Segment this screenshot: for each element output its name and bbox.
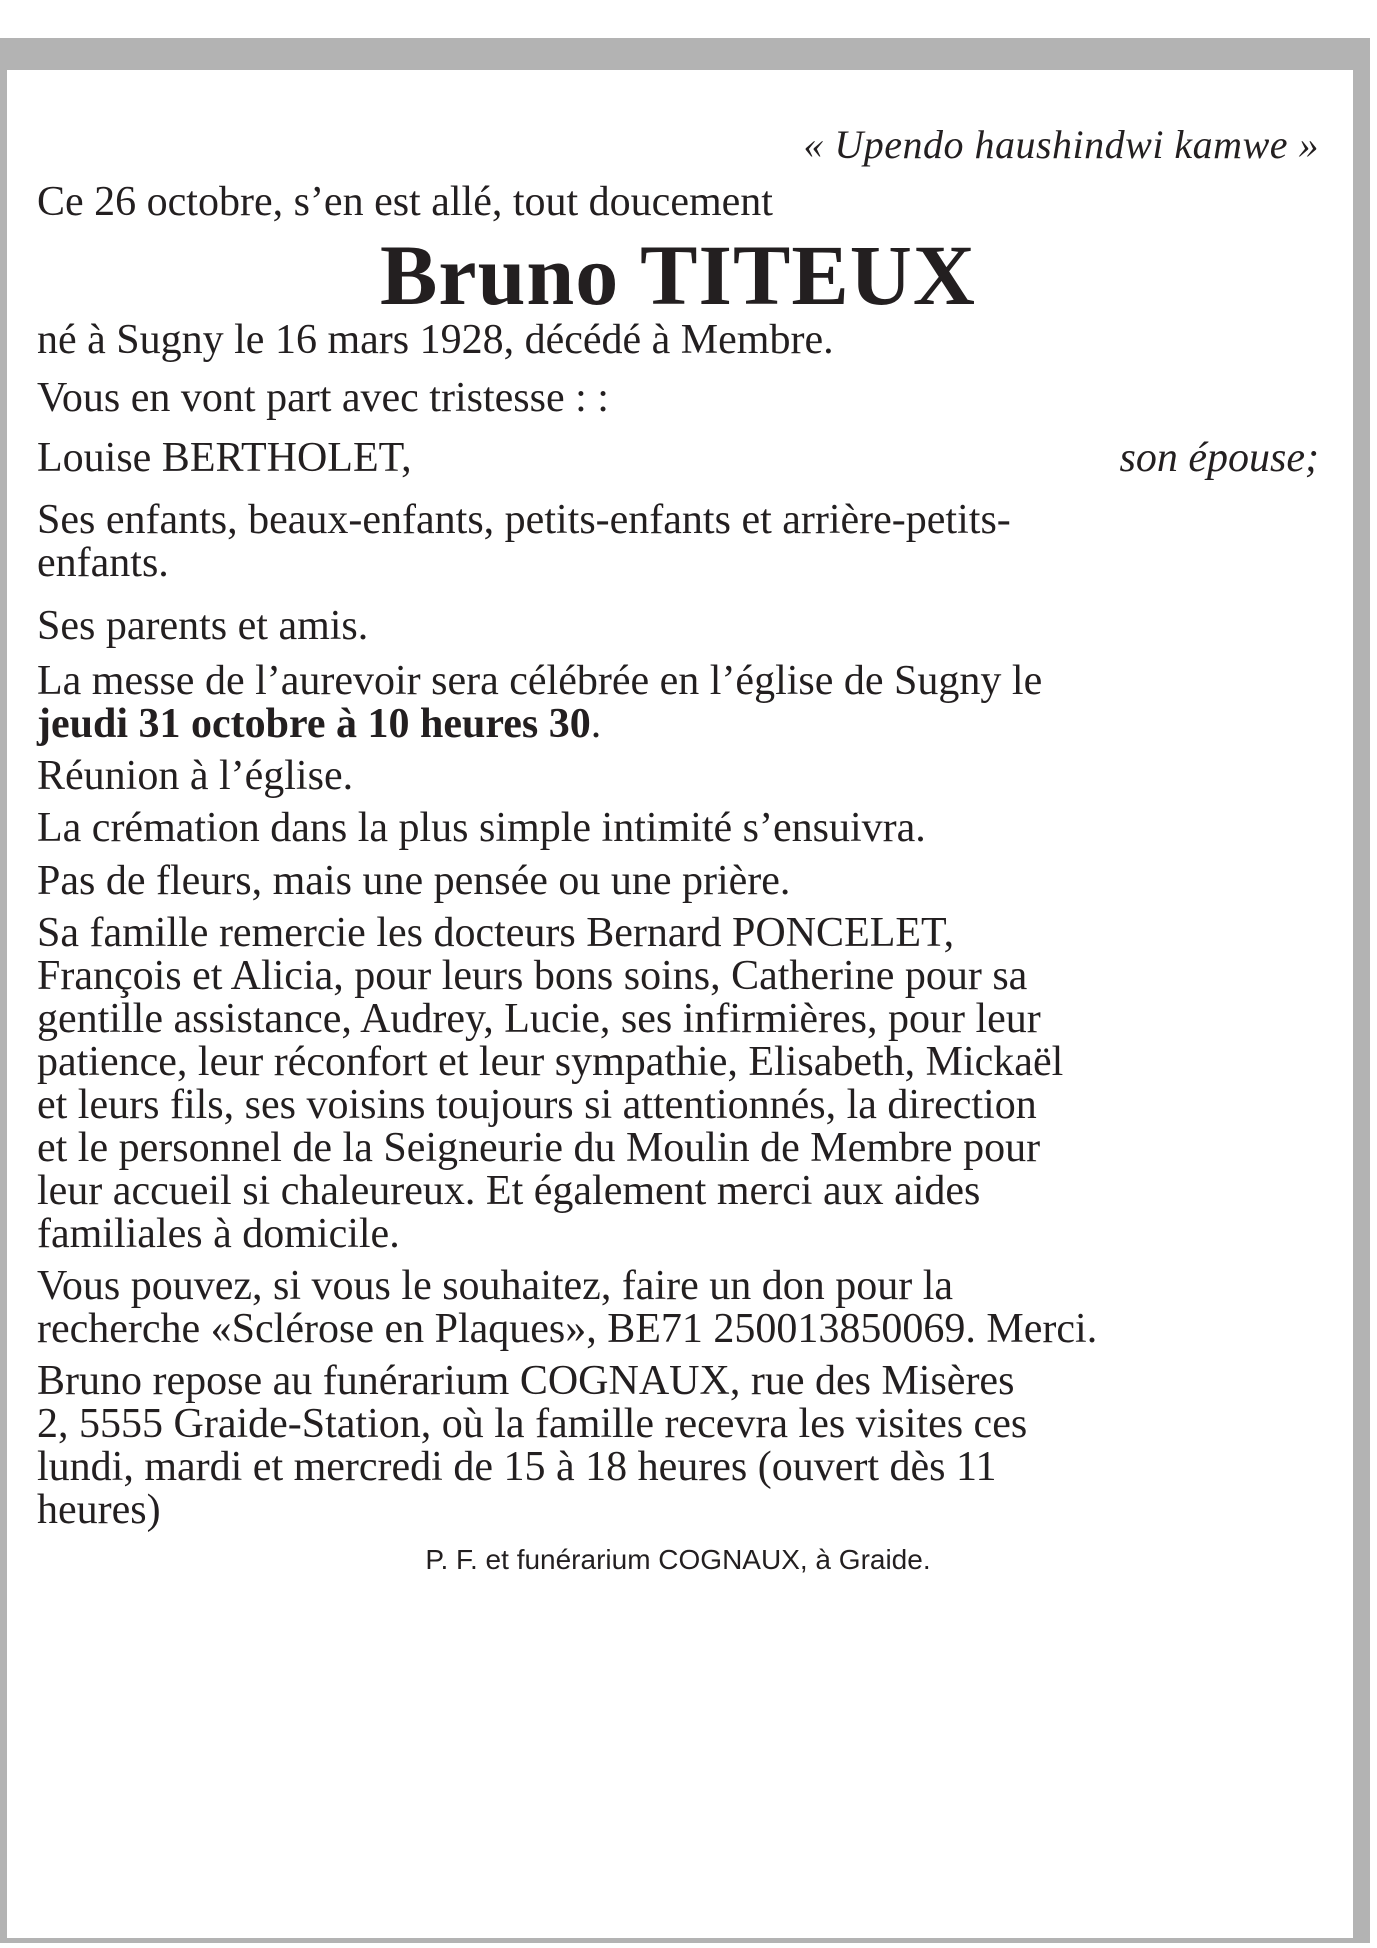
thanks-line-6: et le personnel de la Seigneurie du Moulin de Membre pour (37, 1125, 1041, 1171)
thanks-line-5: et leurs fils, ses voisins toujours si attentionnés, la direction (37, 1082, 1037, 1128)
spouse-row (37, 432, 1319, 485)
epigraph: « Upendo haushindwi kamwe » (803, 122, 1319, 167)
thanks-line-7: leur accueil si chaleureux. Et également merci aux aides (37, 1168, 981, 1214)
mass-line-2 (37, 698, 601, 751)
funeral-home-line-1: Bruno repose au funérarium COGNAUX, rue des Misères (37, 1358, 1015, 1404)
cremation-text: La crémation dans la plus simple intimité s’ensuivra. (37, 805, 926, 851)
deceased-name: Bruno TITEUX (380, 227, 976, 323)
thanks-line-3: gentille assistance, Audrey, Lucie, ses infirmières, pour leur (37, 996, 1041, 1042)
mass-date-suffix: . (590, 701, 602, 747)
funeral-home-line-4: heures) (37, 1487, 161, 1533)
footer-credit: P. F. et funérarium COGNAUX, à Graide. (425, 1544, 931, 1575)
children-line-2: enfants. (37, 540, 169, 586)
thanks-line-8: familiales à domicile. (37, 1211, 400, 1257)
notice-border (0, 38, 1370, 1943)
mass-line-1: La messe de l’aurevoir sera célébrée en l’église de Sugny le (37, 658, 1043, 704)
intro-text: Ce 26 octobre, s’en est allé, tout doucement (37, 179, 773, 225)
announcement-text: Vous en vont part avec tristesse : : (37, 375, 609, 421)
flowers-text: Pas de fleurs, mais une pensée ou une prière. (37, 858, 791, 904)
children-line-1: Ses enfants, beaux-enfants, petits-enfants et arrière-petits- (37, 497, 1011, 543)
mass-date: jeudi 31 octobre à 10 heures 30 (37, 701, 591, 747)
donation-line-2: recherche «Sclérose en Plaques», BE71 250013850069. Merci. (37, 1306, 1098, 1352)
parents-text: Ses parents et amis. (37, 603, 369, 649)
reunion-text: Réunion à l’église. (37, 753, 354, 799)
birth-death-text: né à Sugny le 16 mars 1928, décédé à Membre. (37, 317, 834, 363)
funeral-home-line-2: 2, 5555 Graide-Station, où la famille recevra les visites ces (37, 1401, 1028, 1447)
funeral-home-line-3: lundi, mardi et mercredi de 15 à 18 heures (ouvert dès 11 (37, 1444, 997, 1490)
donation-line-1: Vous pouvez, si vous le souhaitez, faire un don pour la (37, 1263, 954, 1309)
thanks-line-4: patience, leur réconfort et leur sympathie, Elisabeth, Mickaël (37, 1039, 1064, 1085)
spouse-name: Louise BERTHOLET, (37, 435, 412, 481)
thanks-line-1: Sa famille remercie les docteurs Bernard PONCELET, (37, 910, 955, 956)
spouse-relation: son épouse; (1119, 435, 1319, 481)
notice-panel (7, 70, 1353, 1938)
thanks-line-2: François et Alicia, pour leurs bons soins, Catherine pour sa (37, 953, 1028, 999)
